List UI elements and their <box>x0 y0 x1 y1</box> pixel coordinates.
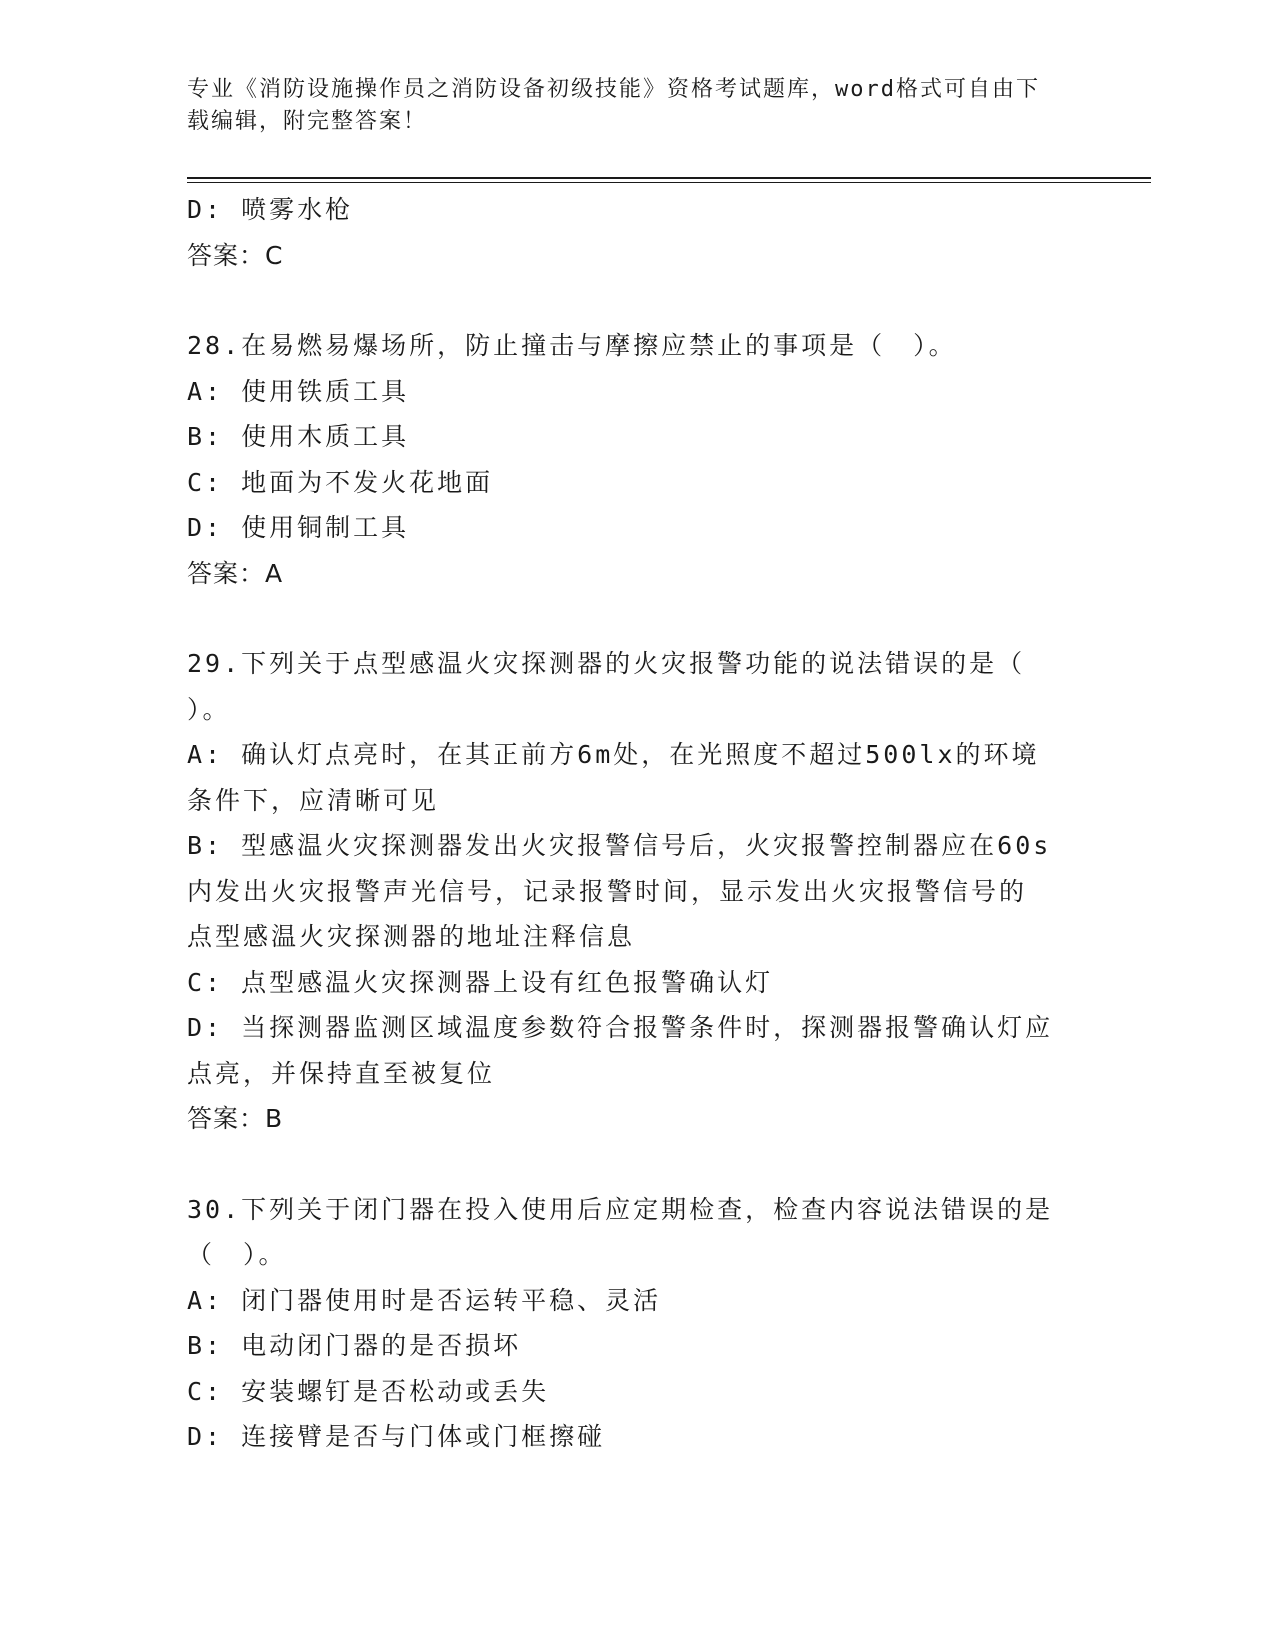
spacer <box>187 278 1077 323</box>
option-d-line-1: D: 当探测器监测区域温度参数符合报警条件时，探测器报警确认灯应 <box>187 1013 1054 1042</box>
header-divider-thin <box>187 182 1151 183</box>
answer-line: 答案：A <box>187 558 284 588</box>
option-b-line-3: 点型感温火灾探测器的地址注释信息 <box>187 922 636 951</box>
question-content <box>187 187 1077 1460</box>
option-b-line-2: 内发出火灾报警声光信号，记录报警时间，显示发出火灾报警信号的 <box>187 876 1028 906</box>
spacer <box>187 596 1077 641</box>
option-c: C: 地面为不发火花地面 <box>187 467 494 497</box>
question-stem-line-2: （ ）。 <box>187 1240 287 1269</box>
header-line-1: 专业《消防设施操作员之消防设备初级技能》资格考试题库，word格式可自由下 <box>187 77 1040 102</box>
option-a-line-2: 条件下，应清晰可见 <box>187 785 440 815</box>
option-d: D: 使用铜制工具 <box>187 513 410 542</box>
answer-line: 答案：C <box>187 240 284 270</box>
question-stem-line-1: 29.下列关于点型感温火灾探测器的火灾报警功能的说法错误的是（ <box>187 649 1026 678</box>
question-28 <box>187 323 1077 596</box>
option-a: A: 使用铁质工具 <box>187 376 410 406</box>
option-d-line-2: 点亮，并保持直至被复位 <box>187 1058 496 1088</box>
document-header <box>187 74 1067 138</box>
header-line-2: 载编辑，附完整答案！ <box>187 109 428 134</box>
option-a: A: 闭门器使用时是否运转平稳、灵活 <box>187 1285 662 1315</box>
option-b: B: 使用木质工具 <box>187 422 410 451</box>
question-stem: 28.在易燃易爆场所，防止撞击与摩擦应禁止的事项是（ ）。 <box>187 331 957 360</box>
answer-line: 答案：B <box>187 1104 284 1133</box>
option-b-line-1: B: 型感温火灾探测器发出火灾报警信号后，火灾报警控制器应在60s <box>187 831 1052 860</box>
option-b: B: 电动闭门器的是否损坏 <box>187 1331 522 1360</box>
option-d: D: 连接臂是否与门体或门框擦碰 <box>187 1422 606 1451</box>
question-29 <box>187 641 1077 1142</box>
header-divider-thick <box>187 177 1151 179</box>
question-30 <box>187 1187 1077 1460</box>
question-stem-line-1: 30.下列关于闭门器在投入使用后应定期检查，检查内容说法错误的是 <box>187 1194 1054 1224</box>
option-a-line-1: A: 确认灯点亮时，在其正前方6m处，在光照度不超过500lx的环境 <box>187 740 1040 769</box>
question-stem-line-2: ）。 <box>187 694 231 724</box>
option-d: D: 喷雾水枪 <box>187 195 354 224</box>
question-27-tail <box>187 187 1077 278</box>
spacer <box>187 1142 1077 1187</box>
option-c: C: 安装螺钉是否松动或丢失 <box>187 1376 550 1406</box>
option-c: C: 点型感温火灾探测器上设有红色报警确认灯 <box>187 967 774 997</box>
